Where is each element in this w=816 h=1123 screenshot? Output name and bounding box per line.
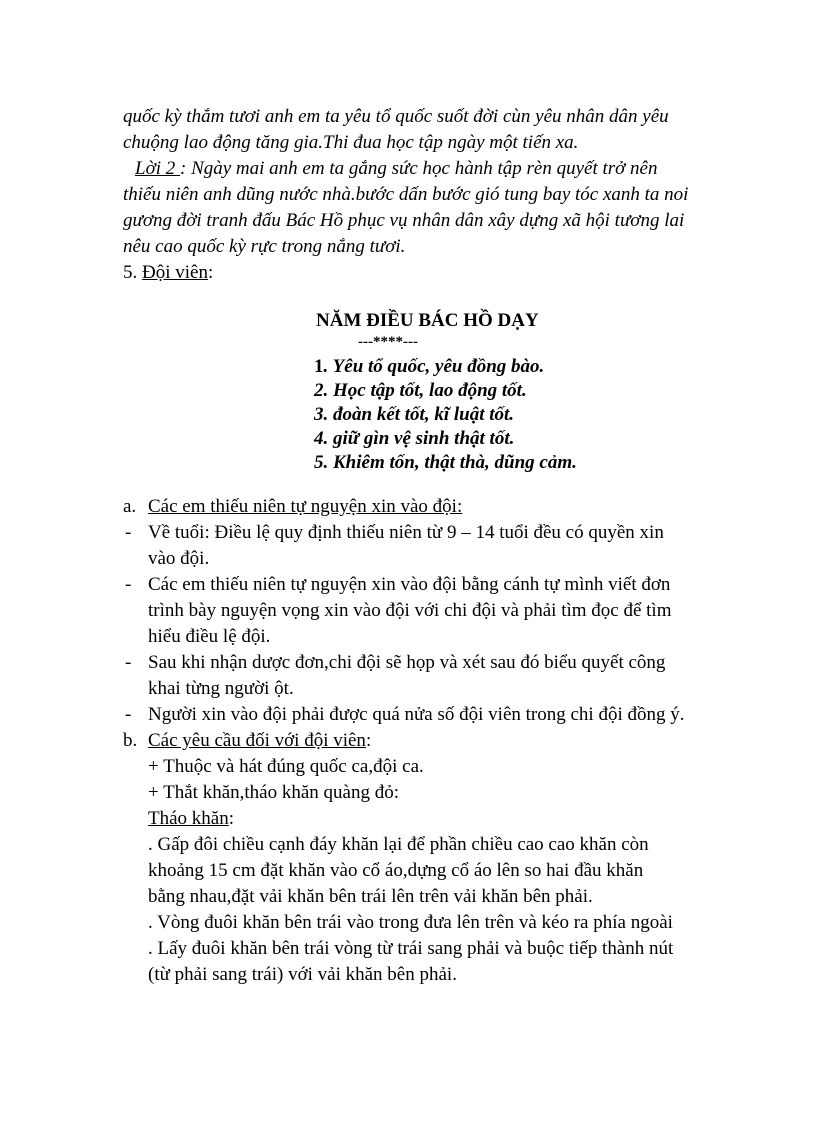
song-line: quốc kỳ thắm tươi anh em ta yêu tổ quốc suốt đời cùn yêu nhân dân yêu [123, 106, 669, 127]
teaching-item: 1. Yêu tổ quốc, yêu đồng bào. [314, 356, 545, 377]
list-item: Người xin vào đội phải được quá nửa số đội viên trong chi đội đồng ý. [148, 704, 685, 725]
list-item: Các em thiếu niên tự nguyện xin vào đội bằng cánh tự mình viết đơn [148, 574, 671, 595]
teachings-heading: NĂM ĐIỀU BÁC HỒ DẠY [316, 310, 539, 331]
list-item: Sau khi nhận dược đơn,chi đội sẽ họp và xét sau đó biểu quyết công [148, 652, 666, 673]
list-item: Về tuổi: Điều lệ quy định thiếu niên từ 9 – 14 tuổi đều có quyền xin [148, 522, 664, 543]
bullet-dash: - [125, 652, 132, 673]
section5-heading [123, 260, 213, 286]
untie-title: Tháo khăn [148, 808, 229, 829]
teaching-item: 5. Khiêm tốn, thật thà, dũng cảm. [314, 452, 577, 473]
teaching-item: 3. đoàn kết tốt, kĩ luật tốt. [314, 404, 515, 425]
section5-colon: : [207, 262, 214, 283]
untie-heading: Tháo khăn: [148, 808, 235, 829]
step-line: khoảng 15 cm đặt khăn vào cổ áo,dựng cổ áo lên so hai đầu khăn [148, 860, 644, 881]
list-item: hiểu điều lệ đội. [148, 626, 271, 647]
step-line: . Vòng đuôi khăn bên trái vào trong đưa lên trên và kéo ra phía ngoài [148, 912, 673, 933]
verse2-label: Lời 2 [135, 158, 180, 179]
song-line: gương đời tranh đấu Bác Hồ phục vụ nhân dân xây dựng xã hội tương lai [123, 210, 685, 231]
step-line: bằng nhau,đặt vải khăn bên trái lên trên vải khăn bên phải. [148, 886, 593, 907]
step-line: (từ phải sang trái) với vải khăn bên phải. [148, 964, 457, 985]
part-b-heading: Các yêu cầu đối với đội viên: [148, 730, 372, 751]
part-a-title: Các em thiếu niên tự nguyện xin vào đội: [148, 496, 463, 517]
teachings-divider: ---****--- [358, 334, 418, 350]
teaching-item: 2. Học tập tốt, lao động tốt. [314, 380, 527, 401]
song-line: thiếu niên anh dũng nước nhà.bước dấn bước gió tung bay tóc xanh ta noi [123, 184, 689, 205]
section5-title: Đội viên [142, 262, 208, 283]
step-line: . Lấy đuôi khăn bên trái vòng từ trái sang phải và buộc tiếp thành nút [148, 938, 674, 959]
step-line: . Gấp đôi chiều cạnh đáy khăn lại để phần chiều cao cao khăn còn [148, 834, 649, 855]
bullet-dash: - [125, 574, 132, 595]
bullet-dash: - [125, 704, 132, 725]
verse2-text: : Ngày mai anh em ta gắng sức học hành tập rèn quyết trở nên [180, 158, 658, 179]
part-b-marker: b. [123, 730, 138, 751]
list-item: khai từng người ột. [148, 678, 294, 699]
part-b-title: Các yêu cầu đối với đội viên [148, 730, 366, 751]
requirement-item: + Thắt khăn,tháo khăn quàng đỏ: [148, 782, 399, 803]
teaching-item: 4. giữ gìn vệ sinh thật tốt. [314, 428, 515, 449]
song-line: chuộng lao động tăng gia.Thi đua học tập ngày một tiến xa. [123, 132, 579, 153]
verse2-first-line [135, 156, 658, 182]
song-line: nêu cao quốc kỳ rực trong nắng tươi. [123, 236, 406, 257]
bullet-dash: - [125, 522, 132, 543]
list-item: vào đội. [148, 548, 210, 569]
list-item: trình bày nguyện vọng xin vào đội với chi đội và phải tìm đọc để tìm [148, 600, 672, 621]
section5-number: 5. [123, 262, 142, 283]
requirement-item: + Thuộc và hát đúng quốc ca,đội ca. [148, 756, 424, 777]
part-a-marker: a. [123, 496, 137, 517]
